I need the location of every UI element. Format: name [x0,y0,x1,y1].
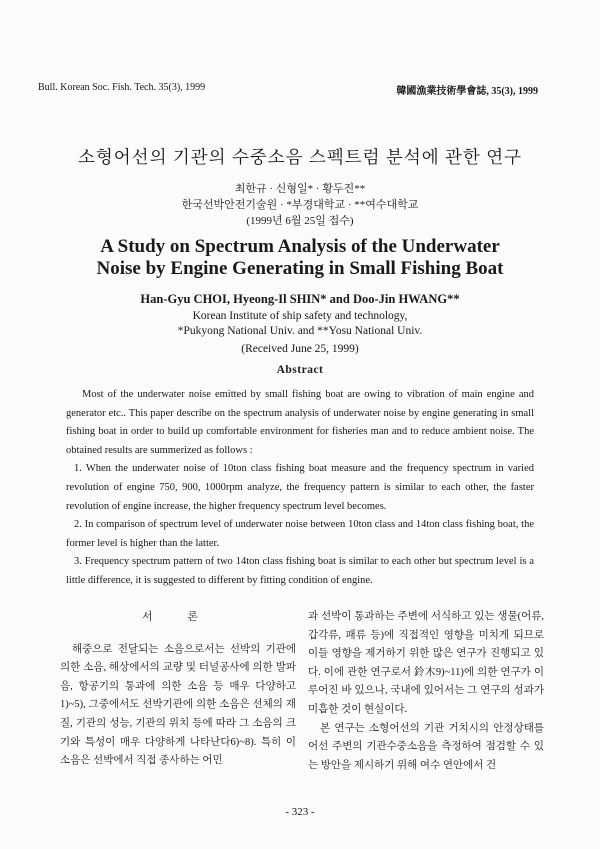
abstract-item-3: 3. Frequency spectrum pattern of two 14ton class fishing boat is similar to each other but spectrum level is a little difference, it is suggested to different by fitting condition of engine. [66,556,534,586]
english-received-date: (Received June 25, 1999) [241,343,359,355]
korean-received-date: (1999년 6월 25일 접수) [246,215,354,227]
page-number: - 323 - [285,806,315,818]
english-title-line-2: Noise by Engine Generating in Small Fishing Boat [96,258,504,279]
korean-affiliations: 한국선박안전기술원 · *부경대학교 · **여수대학교 [181,199,419,211]
journal-citation-left: Bull. Korean Soc. Fish. Tech. 35(3), 1999 [38,82,206,93]
abstract-item-1: 1. When the underwater noise of 10ton class fishing boat measure and the frequency spectrum in varied revolution of engine 750, 900, 1000rpm analyze, the frequency pattern is similar to each other, the faster revolution of engine increase, the higher frequency spectrum level becomes. [66,463,534,512]
body-paragraph-left: 해중으로 전달되는 소음으로서는 선박의 기관에 의한 소음, 해상에서의 교량 및 터널공사에 의한 발파음, 항공기의 통과에 의한 소음 등 매우 다양하고1)~5), 그중에서도 선박기관에 의한 소음은 선체의 재질, 기관의 성능, 기관의 위치 등에 따라 그 소음의 크기와 특성이 매우 다양하게 나타난다6)~8). 특히 이 소음은 선박에서 직접 종사하는 어민 [60,643,296,767]
korean-title: 소형어선의 기관의 수중소음 스펙트럼 분석에 관한 연구 [77,147,523,167]
abstract-body [66,386,534,591]
english-title-line-1: A Study on Spectrum Analysis of the Underwater [100,236,500,257]
body-paragraph-right-1: 과 선박이 통과하는 주변에 서식하고 있는 생물(어류, 갑각류, 패류 등)에 직접적인 영향을 미치게 되므로 이들 영향을 제거하기 위한 많은 연구가 진행되고 있다. 이에 관한 연구로서 鈴木9)~11)에 의한 연구가 이루어진 바 있으나, 국내에 있어서는 그 연구의 성과가 미흡한 것이 현실이다. [308,611,544,715]
body-column-left [60,608,296,771]
abstract-heading: Abstract [276,364,324,376]
body-paragraph-right-2: 본 연구는 소형어선의 기관 거치시의 안정상태를 어선 주변의 기관수중소음을 측정하여 점검할 수 있는 방안을 제시하기 위해 여수 연안에서 건 [308,722,544,771]
body-column-right [308,608,544,775]
abstract-item-2: 2. In comparison of spectrum level of underwater noise between 10ton class and 14ton class fishing boat, the former level is higher than the latter. [66,519,534,549]
journal-citation-right: 韓國漁業技術學會誌, 35(3), 1999 [396,86,538,97]
english-affiliation-line-2: *Pukyong National Univ. and **Yosu National Univ. [177,325,423,337]
english-authors: Han-Gyu CHOI, Hyeong-Il SHIN* and Doo-Jin HWANG** [140,292,460,306]
english-affiliation-line-1: Korean Institute of ship safety and technology, [192,310,408,322]
abstract-intro: Most of the underwater noise emitted by small fishing boat are owing to vibration of main engine and generator etc.. This paper describe on the spectrum analysis of underwater noise by engine generating in small fishing boat in order to build up comfortable environment for fisheries man and to reduce ambient noise. The obtained results are summerized as follows : [66,389,534,456]
section-heading-introduction: 서 론 [141,611,214,623]
korean-authors: 최한규 · 신형일* · 황두진** [234,183,366,195]
